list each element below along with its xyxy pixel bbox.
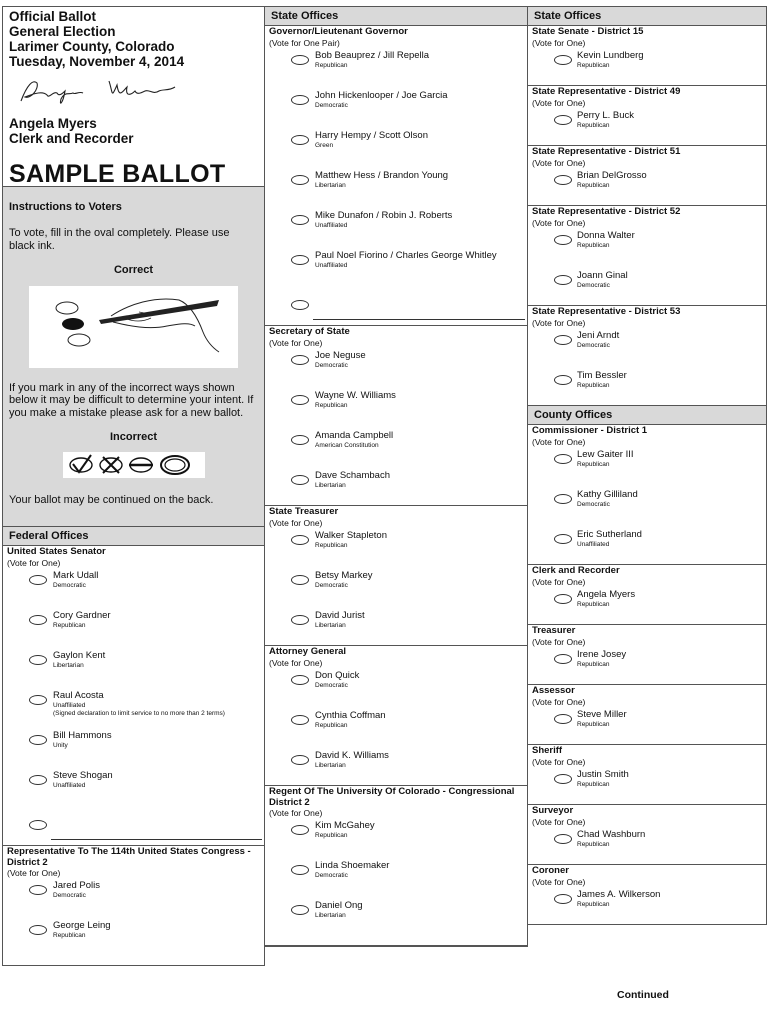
vote-oval[interactable] bbox=[291, 95, 309, 105]
vote-oval[interactable] bbox=[29, 735, 47, 745]
vote-oval[interactable] bbox=[554, 894, 572, 904]
vote-oval[interactable] bbox=[554, 594, 572, 604]
race-title: Sheriff bbox=[532, 745, 563, 756]
vote-oval[interactable] bbox=[29, 885, 47, 895]
vote-oval[interactable] bbox=[291, 615, 309, 625]
candidate-name: Raul Acosta bbox=[53, 689, 104, 701]
clerk-title: Clerk and Recorder bbox=[9, 131, 134, 146]
candidate-party: Democratic bbox=[53, 581, 86, 589]
candidate-option[interactable] bbox=[528, 767, 766, 807]
candidate-option[interactable] bbox=[265, 898, 527, 938]
candidate-option[interactable] bbox=[528, 447, 766, 487]
candidate-name: Bill Hammons bbox=[53, 729, 112, 741]
vote-oval[interactable] bbox=[554, 335, 572, 345]
race-title: Coroner bbox=[532, 865, 569, 876]
race-title: State Representative - District 49 bbox=[532, 86, 681, 97]
candidate-option[interactable] bbox=[265, 208, 527, 248]
candidate-name: Tim Bessler bbox=[577, 369, 627, 381]
candidate-party: Republican bbox=[577, 900, 610, 908]
race-title: State Representative - District 51 bbox=[532, 146, 681, 157]
state-offices-header: State Offices bbox=[265, 7, 527, 26]
candidate-option[interactable] bbox=[528, 587, 766, 627]
race-title: Representative To The 114th United States Congress - District 2 bbox=[7, 846, 251, 868]
candidate-party: Republican bbox=[315, 61, 348, 69]
hand-filling-oval-icon bbox=[29, 286, 238, 368]
race-coroner bbox=[528, 865, 766, 925]
candidate-option[interactable] bbox=[528, 368, 766, 408]
state-offices-header: State Offices bbox=[528, 7, 766, 26]
race-us-representative bbox=[3, 846, 264, 958]
vote-oval[interactable] bbox=[29, 925, 47, 935]
candidate-name: Joann Ginal bbox=[577, 269, 628, 281]
write-in-line[interactable] bbox=[51, 839, 262, 840]
vote-oval[interactable] bbox=[29, 775, 47, 785]
candidate-option[interactable] bbox=[265, 388, 527, 428]
race-state-senate-15 bbox=[528, 26, 766, 86]
candidate-party: Libertarian bbox=[315, 621, 346, 629]
candidate-party: Democratic bbox=[577, 281, 610, 289]
race-title: Treasurer bbox=[532, 625, 576, 636]
vote-for-instruction: (Vote for One) bbox=[7, 557, 61, 568]
vote-oval[interactable] bbox=[291, 55, 309, 65]
race-assessor bbox=[528, 685, 766, 745]
race-title: United States Senator bbox=[7, 546, 106, 557]
candidate-name: Cory Gardner bbox=[53, 609, 111, 621]
vote-oval[interactable] bbox=[554, 494, 572, 504]
candidate-party: Republican bbox=[53, 621, 86, 629]
race-title: Governor/Lieutenant Governor bbox=[269, 26, 408, 37]
race-state-rep-52 bbox=[528, 206, 766, 306]
candidate-party: Republican bbox=[315, 832, 348, 839]
candidate-party: Libertarian bbox=[53, 661, 84, 669]
race-title: Attorney General bbox=[269, 646, 347, 657]
race-surveyor bbox=[528, 805, 766, 865]
vote-for-instruction: (Vote for One) bbox=[532, 576, 586, 587]
ballot-column-2 bbox=[264, 6, 528, 947]
candidate-party: Green bbox=[315, 141, 334, 149]
candidate-party: Libertarian bbox=[315, 912, 346, 919]
candidate-name: Lew Gaiter III bbox=[577, 448, 634, 460]
candidate-option[interactable] bbox=[265, 708, 527, 748]
vote-for-instruction: (Vote for One) bbox=[532, 636, 586, 647]
candidate-option[interactable] bbox=[528, 827, 766, 867]
correct-label: Correct bbox=[113, 264, 154, 276]
candidate-name: Wayne W. Williams bbox=[315, 389, 396, 401]
vote-for-instruction: (Vote for One) bbox=[532, 97, 586, 108]
candidate-party: Republican bbox=[577, 61, 610, 69]
candidate-option[interactable] bbox=[528, 647, 766, 687]
candidate-name: Kim McGahey bbox=[315, 820, 375, 831]
vote-oval[interactable] bbox=[291, 475, 309, 485]
vote-oval[interactable] bbox=[291, 905, 309, 915]
vote-for-instruction: (Vote for One) bbox=[269, 337, 323, 348]
candidate-name: James A. Wilkerson bbox=[577, 888, 661, 900]
vote-oval[interactable] bbox=[291, 575, 309, 585]
vote-oval[interactable] bbox=[291, 355, 309, 365]
correct-mark-illustration bbox=[29, 286, 238, 368]
candidate-party: Republican bbox=[577, 660, 610, 668]
candidate-name: Jeni Arndt bbox=[577, 329, 620, 341]
race-attorney-general bbox=[265, 646, 527, 786]
candidate-name: Kevin Lundberg bbox=[577, 49, 644, 61]
candidate-name: Dave Schambach bbox=[315, 469, 390, 481]
clerk-name: Angela Myers bbox=[9, 116, 97, 131]
vote-oval[interactable] bbox=[554, 834, 572, 844]
vote-oval[interactable] bbox=[554, 55, 572, 65]
candidate-option[interactable] bbox=[265, 428, 527, 468]
candidate-option[interactable] bbox=[528, 487, 766, 527]
vote-oval[interactable] bbox=[291, 135, 309, 145]
candidate-party: Unaffiliated bbox=[315, 261, 348, 269]
candidate-party: Democratic bbox=[315, 872, 348, 879]
incorrect-marks-icon bbox=[63, 452, 205, 478]
candidate-option[interactable] bbox=[265, 858, 527, 898]
candidate-party: Republican bbox=[315, 721, 348, 729]
candidate-option[interactable] bbox=[3, 728, 264, 768]
race-state-rep-51 bbox=[528, 146, 766, 206]
candidate-option[interactable] bbox=[265, 818, 527, 858]
candidate-party: Republican bbox=[577, 241, 610, 249]
candidate-party: Unaffiliated bbox=[53, 701, 86, 709]
candidate-party: Republican bbox=[577, 600, 610, 608]
candidate-option[interactable] bbox=[528, 707, 766, 747]
candidate-option[interactable] bbox=[3, 648, 264, 688]
continued-note: Your ballot may be continued on the back. bbox=[9, 493, 214, 506]
candidate-party: Republican bbox=[577, 720, 610, 728]
candidate-option[interactable] bbox=[265, 128, 527, 168]
candidate-party: Unaffiliated bbox=[53, 781, 86, 789]
instructions-heading: Instructions to Voters bbox=[9, 201, 122, 213]
race-governor bbox=[265, 26, 527, 326]
vote-oval[interactable] bbox=[554, 454, 572, 464]
race-title: State Representative - District 52 bbox=[532, 206, 681, 217]
vote-oval[interactable] bbox=[291, 825, 309, 835]
candidate-name: David Jurist bbox=[315, 609, 365, 621]
federal-offices-header: Federal Offices bbox=[3, 527, 264, 546]
candidate-party: Republican bbox=[577, 780, 610, 788]
candidate-name: Steve Miller bbox=[577, 708, 627, 720]
candidate-party: Republican bbox=[577, 181, 610, 189]
vote-oval[interactable] bbox=[29, 655, 47, 665]
vote-oval[interactable] bbox=[291, 865, 309, 875]
ballot-heading-line: Larimer County, Colorado bbox=[9, 39, 175, 54]
candidate-option[interactable] bbox=[528, 328, 766, 368]
candidate-option[interactable] bbox=[265, 748, 527, 788]
candidate-party: Democratic bbox=[577, 500, 610, 508]
candidate-name: Daniel Ong bbox=[315, 900, 363, 911]
vote-oval[interactable] bbox=[291, 675, 309, 685]
vote-oval[interactable] bbox=[291, 535, 309, 545]
race-title: Clerk and Recorder bbox=[532, 565, 620, 576]
race-state-treasurer bbox=[265, 506, 527, 646]
candidate-party: Democratic bbox=[315, 681, 348, 689]
race-title: Commissioner - District 1 bbox=[532, 425, 648, 436]
race-commissioner-1 bbox=[528, 425, 766, 565]
candidate-option[interactable] bbox=[265, 468, 527, 508]
candidate-name: Betsy Markey bbox=[315, 569, 373, 581]
candidate-name: Justin Smith bbox=[577, 768, 629, 780]
vote-for-instruction: (Vote for One) bbox=[7, 868, 61, 878]
candidate-name: Walker Stapleton bbox=[315, 529, 387, 541]
candidate-party: Libertarian bbox=[315, 481, 346, 489]
vote-oval[interactable] bbox=[554, 375, 572, 385]
candidate-party: Libertarian bbox=[315, 761, 346, 769]
vote-oval[interactable] bbox=[29, 615, 47, 625]
candidate-option[interactable] bbox=[265, 88, 527, 128]
race-title: State Senate - District 15 bbox=[532, 26, 644, 37]
candidate-name: Steve Shogan bbox=[53, 769, 113, 781]
candidate-option[interactable] bbox=[528, 228, 766, 268]
vote-for-instruction: (Vote for One) bbox=[532, 37, 586, 48]
candidate-option[interactable] bbox=[3, 688, 264, 728]
vote-for-instruction: (Vote for One Pair) bbox=[269, 37, 340, 48]
vote-oval[interactable] bbox=[291, 255, 309, 265]
candidate-option[interactable] bbox=[3, 568, 264, 608]
race-county-treasurer bbox=[528, 625, 766, 685]
race-regent bbox=[265, 786, 527, 946]
vote-oval[interactable] bbox=[554, 235, 572, 245]
race-title: State Treasurer bbox=[269, 506, 339, 517]
candidate-name: Don Quick bbox=[315, 669, 360, 681]
vote-oval[interactable] bbox=[29, 820, 47, 830]
candidate-option[interactable] bbox=[528, 268, 766, 308]
candidate-option[interactable] bbox=[265, 668, 527, 708]
candidate-party: Republican bbox=[315, 541, 348, 549]
vote-oval[interactable] bbox=[29, 575, 47, 585]
vote-oval[interactable] bbox=[554, 115, 572, 125]
candidate-name: Harry Hempy / Scott Olson bbox=[315, 129, 428, 141]
candidate-name: Matthew Hess / Brandon Young bbox=[315, 169, 449, 181]
candidate-name: Bob Beauprez / Jill Repella bbox=[315, 49, 430, 61]
candidate-party: Unity bbox=[53, 741, 68, 749]
vote-oval[interactable] bbox=[554, 774, 572, 784]
write-in-option[interactable] bbox=[3, 808, 264, 848]
candidate-option[interactable] bbox=[265, 248, 527, 288]
candidate-party: Democratic bbox=[577, 341, 610, 349]
candidate-party: Unaffiliated bbox=[577, 540, 610, 548]
clerk-signature bbox=[13, 73, 183, 109]
candidate-party: Democratic bbox=[315, 101, 348, 109]
candidate-name: Mark Udall bbox=[53, 569, 99, 581]
incorrect-label: Incorrect bbox=[109, 431, 158, 443]
candidate-name: Linda Shoemaker bbox=[315, 860, 390, 871]
candidate-party: Republican bbox=[53, 932, 86, 939]
candidate-option[interactable] bbox=[3, 878, 264, 918]
vote-for-instruction: (Vote for One) bbox=[532, 756, 586, 767]
incorrect-marks-illustration bbox=[63, 452, 205, 478]
county-offices-header: County Offices bbox=[528, 406, 766, 425]
vote-oval[interactable] bbox=[291, 715, 309, 725]
candidate-party: American Constitution bbox=[315, 441, 379, 449]
candidate-name: Irene Josey bbox=[577, 648, 627, 660]
candidate-party: Libertarian bbox=[315, 181, 346, 189]
ballot-heading-line: General Election bbox=[9, 24, 116, 39]
candidate-option[interactable] bbox=[265, 168, 527, 208]
ballot-title-block bbox=[3, 7, 264, 187]
candidate-party: Unaffiliated bbox=[315, 221, 348, 229]
race-clerk-and-recorder bbox=[528, 565, 766, 625]
candidate-name: Brian DelGrosso bbox=[577, 169, 647, 181]
candidate-option[interactable] bbox=[265, 568, 527, 608]
candidate-name: David K. Williams bbox=[315, 749, 389, 761]
race-title: Surveyor bbox=[532, 805, 574, 816]
vote-for-instruction: (Vote for One) bbox=[269, 657, 323, 668]
candidate-option[interactable] bbox=[528, 887, 766, 927]
candidate-name: Amanda Campbell bbox=[315, 429, 394, 441]
candidate-option[interactable] bbox=[3, 608, 264, 648]
vote-for-instruction: (Vote for One) bbox=[532, 436, 586, 447]
voter-instructions bbox=[3, 187, 264, 527]
race-title: Secretary of State bbox=[269, 326, 350, 337]
ballot-heading-line: Official Ballot bbox=[9, 9, 97, 24]
candidate-name: John Hickenlooper / Joe Garcia bbox=[315, 89, 448, 101]
candidate-name: Joe Neguse bbox=[315, 349, 366, 361]
vote-oval[interactable] bbox=[291, 300, 309, 310]
instructions-text: To vote, fill in the oval completely. Please use black ink. bbox=[9, 227, 230, 252]
race-secretary-of-state bbox=[265, 326, 527, 506]
candidate-note: (Signed declaration to limit service to no more than 2 terms) bbox=[53, 709, 225, 717]
vote-for-instruction: (Vote for One) bbox=[532, 876, 586, 887]
vote-oval[interactable] bbox=[291, 395, 309, 405]
candidate-name: Kathy Gilliland bbox=[577, 488, 638, 500]
candidate-party: Republican bbox=[577, 121, 610, 129]
candidate-option[interactable] bbox=[3, 768, 264, 808]
ballot-column-1 bbox=[2, 6, 265, 966]
candidate-party: Republican bbox=[577, 460, 610, 468]
candidate-name: George Leing bbox=[53, 920, 111, 931]
vote-oval[interactable] bbox=[554, 714, 572, 724]
race-sheriff bbox=[528, 745, 766, 805]
vote-for-instruction: (Vote for One) bbox=[532, 696, 586, 707]
candidate-name: Paul Noel Fiorino / Charles George Whitley bbox=[315, 249, 497, 261]
candidate-name: Angela Myers bbox=[577, 588, 636, 600]
vote-for-instruction: (Vote for One) bbox=[532, 317, 586, 328]
candidate-party: Democratic bbox=[315, 361, 348, 369]
write-in-line[interactable] bbox=[313, 319, 525, 320]
candidate-party: Democratic bbox=[53, 892, 86, 899]
write-in-option[interactable] bbox=[265, 288, 527, 328]
ballot-column-3 bbox=[527, 6, 767, 925]
candidate-option[interactable] bbox=[528, 48, 766, 88]
candidate-name: Jared Polis bbox=[53, 880, 100, 891]
vote-for-instruction: (Vote for One) bbox=[269, 517, 323, 528]
race-title: Regent Of The University Of Colorado - Congressional District 2 bbox=[269, 786, 515, 808]
vote-for-instruction: (Vote for One) bbox=[532, 816, 586, 827]
incorrect-warning-text: If you mark in any of the incorrect ways shown below it may be difficult to determine your intent. If you make a mistake please ask for a new ballot. bbox=[9, 381, 254, 419]
candidate-name: Donna Walter bbox=[577, 229, 635, 241]
race-title: State Representative - District 53 bbox=[532, 306, 681, 317]
race-state-rep-53 bbox=[528, 306, 766, 406]
vote-oval[interactable] bbox=[554, 654, 572, 664]
race-title: Assessor bbox=[532, 685, 575, 696]
candidate-option[interactable] bbox=[3, 918, 264, 958]
candidate-party: Republican bbox=[577, 840, 610, 848]
vote-oval[interactable] bbox=[291, 435, 309, 445]
candidate-name: Perry L. Buck bbox=[577, 109, 635, 121]
candidate-name: Mike Dunafon / Robin J. Roberts bbox=[315, 209, 453, 221]
vote-oval[interactable] bbox=[291, 215, 309, 225]
sample-ballot-title: SAMPLE BALLOT bbox=[9, 160, 226, 188]
ballot-heading-line: Tuesday, November 4, 2014 bbox=[9, 54, 185, 69]
candidate-party: Democratic bbox=[315, 581, 348, 589]
candidate-option[interactable] bbox=[528, 108, 766, 148]
candidate-name: Cynthia Coffman bbox=[315, 709, 386, 721]
candidate-option[interactable] bbox=[265, 528, 527, 568]
vote-for-instruction: (Vote for One) bbox=[269, 808, 323, 818]
vote-oval[interactable] bbox=[291, 175, 309, 185]
vote-for-instruction: (Vote for One) bbox=[532, 217, 586, 228]
continued-footer: Continued bbox=[617, 989, 669, 1001]
candidate-party: Republican bbox=[577, 381, 610, 389]
vote-oval[interactable] bbox=[291, 755, 309, 765]
vote-oval[interactable] bbox=[554, 275, 572, 285]
candidate-option[interactable] bbox=[265, 608, 527, 648]
vote-oval[interactable] bbox=[554, 534, 572, 544]
candidate-option[interactable] bbox=[528, 168, 766, 208]
candidate-party: Republican bbox=[315, 401, 348, 409]
candidate-option[interactable] bbox=[265, 348, 527, 388]
race-us-senator bbox=[3, 546, 264, 846]
candidate-name: Chad Washburn bbox=[577, 828, 646, 840]
candidate-option[interactable] bbox=[528, 527, 766, 567]
vote-oval[interactable] bbox=[554, 175, 572, 185]
vote-oval[interactable] bbox=[29, 695, 47, 705]
candidate-name: Gaylon Kent bbox=[53, 649, 106, 661]
candidate-name: Eric Sutherland bbox=[577, 528, 642, 540]
candidate-option[interactable] bbox=[265, 48, 527, 88]
vote-for-instruction: (Vote for One) bbox=[532, 157, 586, 168]
race-state-rep-49 bbox=[528, 86, 766, 146]
